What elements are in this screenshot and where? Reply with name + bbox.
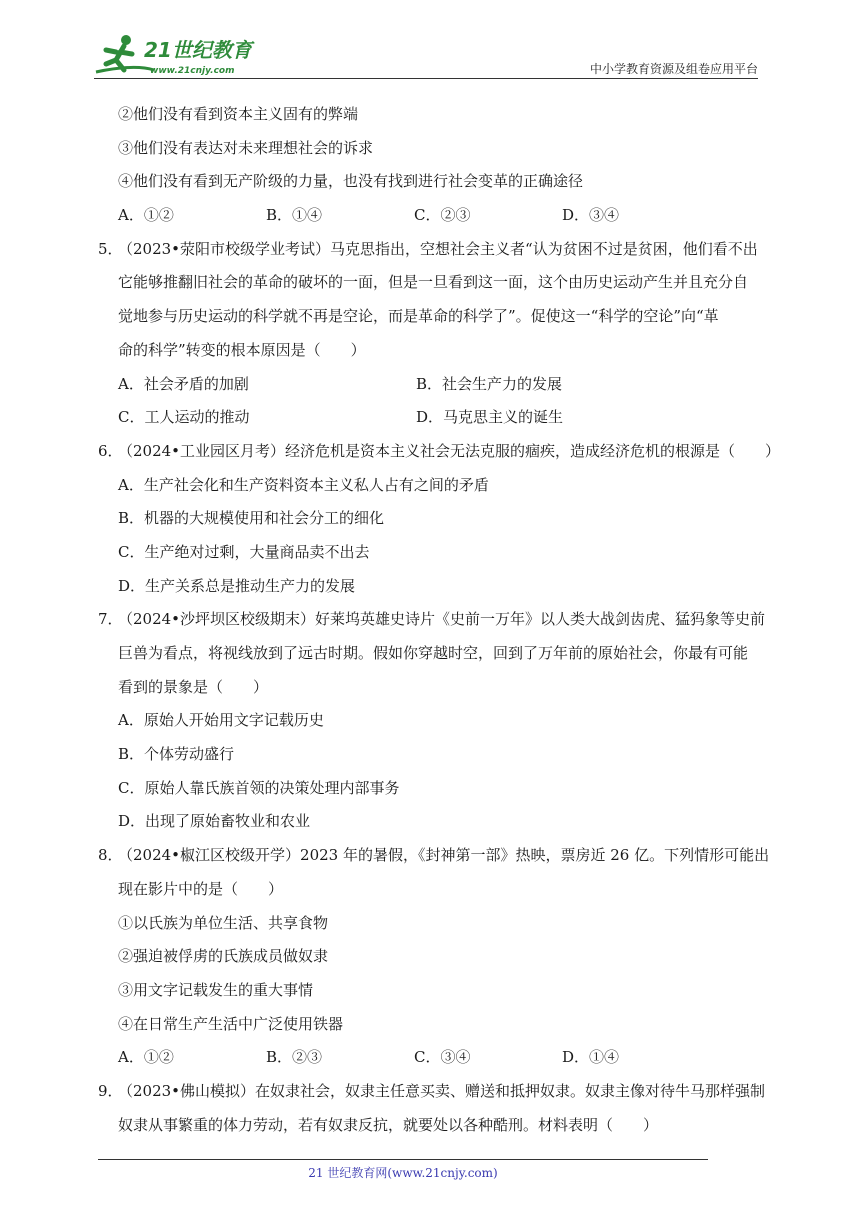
option-d: D．出现了原始畜牧业和农业	[118, 812, 311, 831]
logo	[94, 30, 264, 78]
question-text: 命的科学”转变的根本原因是（ ）	[118, 340, 366, 359]
question-text: 现在影片中的是（ ）	[118, 879, 284, 898]
answer-options	[98, 401, 762, 435]
option-c: C．生产绝对过剩，大量商品卖不出去	[118, 542, 370, 561]
option-c: C．②③	[414, 206, 471, 225]
option-c: C．③④	[414, 1048, 471, 1067]
list-item: ④他们没有看到无产阶级的力量，也没有找到进行社会变革的正确途径	[118, 172, 584, 191]
answer-options	[98, 1041, 762, 1075]
page-footer: 21 世纪教育网(www.21cnjy.com)	[308, 1166, 498, 1180]
option-a: A．生产社会化和生产资料资本主义私人占有之间的矛盾	[118, 475, 489, 494]
answer-options	[98, 368, 762, 402]
option-d: D．③④	[562, 206, 620, 225]
option-d: D．生产关系总是推动生产力的发展	[118, 576, 356, 595]
list-item: ②他们没有看到资本主义固有的弊端	[118, 105, 359, 123]
question-8-stem	[98, 839, 770, 873]
list-item: ②强迫被俘虏的氏族成员做奴隶	[118, 947, 329, 966]
question-text: 看到的景象是（ ）	[118, 677, 269, 696]
list-item: ①以氏族为单位生活、共享食物	[118, 913, 329, 932]
option-b: B．②③	[266, 1048, 323, 1067]
option-b: B．社会生产力的发展	[416, 374, 563, 393]
question-text: 奴隶从事繁重的体力劳动，若有奴隶反抗，就要处以各种酷刑。材料表明（ ）	[118, 1115, 659, 1134]
question-9-stem	[98, 1075, 766, 1109]
question-text: （2023•佛山模拟）在奴隶社会，奴隶主任意买卖、赠送和抵押奴隶。奴隶主像对待牛马那样强制	[118, 1081, 766, 1100]
question-number: 5．	[98, 239, 123, 258]
question-number: 9．	[98, 1081, 123, 1100]
question-text: 它能够推翻旧社会的革命的破坏的一面，但是一旦看到这一面，这个由历史运动产生并且充分自	[118, 273, 749, 292]
header-divider	[94, 78, 758, 79]
question-text: （2024•工业园区月考）经济危机是资本主义社会无法克服的痼疾，造成经济危机的根源是（ ）	[118, 441, 781, 460]
option-a: A．社会矛盾的加剧	[118, 374, 249, 393]
list-item: ③他们没有表达对未来理想社会的诉求	[118, 138, 374, 157]
logo-text: 21世纪教育	[144, 38, 252, 62]
question-text: （2024•沙坪坝区校级期末）好莱坞英雄史诗片《史前一万年》以人类大战剑齿虎、猛犸象等史前	[118, 610, 766, 629]
option-d: D．马克思主义的诞生	[416, 408, 564, 427]
option-b: B．个体劳动盛行	[118, 745, 235, 764]
question-number: 7．	[98, 610, 123, 629]
question-6-stem	[98, 435, 781, 469]
question-number: 8．	[98, 846, 123, 865]
logo-url: www.21cnjy.com	[150, 66, 235, 76]
option-a: A．①②	[118, 1048, 174, 1067]
page-header	[94, 30, 758, 80]
question-5-stem	[98, 233, 762, 267]
option-a: A．原始人开始用文字记载历史	[118, 711, 324, 730]
option-c: C．工人运动的推动	[118, 408, 250, 427]
question-7-stem	[98, 603, 766, 637]
list-item: ④在日常生产生活中广泛使用铁器	[118, 1014, 344, 1033]
answer-options	[98, 199, 762, 233]
question-text: （2024•椒江区校级开学）2023 年的暑假，《封神第一部》热映，票房近 26 亿。下列情形可能出	[118, 846, 770, 865]
question-text: 觉地参与历史运动的科学就不再是空论，而是革命的科学了”。促使这一“科学的空论”向“革	[118, 307, 719, 326]
footer-divider	[98, 1159, 708, 1160]
question-text: （2023•荥阳市校级学业考试）马克思指出，空想社会主义者“认为贫困不过是贫困，他们看不出	[118, 239, 758, 258]
option-b: B．机器的大规模使用和社会分工的细化	[118, 509, 385, 528]
option-a: A．①②	[118, 206, 174, 225]
option-b: B．①④	[266, 206, 323, 225]
option-c: C．原始人靠氏族首领的决策处理内部事务	[118, 778, 400, 797]
question-number: 6．	[98, 441, 123, 460]
list-item: ③用文字记载发生的重大事情	[118, 980, 314, 999]
question-text: 巨兽为看点，将视线放到了远古时期。假如你穿越时空，回到了万年前的原始社会，你最有可能	[118, 644, 749, 662]
platform-name: 中小学教育资源及组卷应用平台	[589, 62, 758, 76]
option-d: D．①④	[562, 1048, 620, 1067]
document-body	[98, 98, 781, 1142]
